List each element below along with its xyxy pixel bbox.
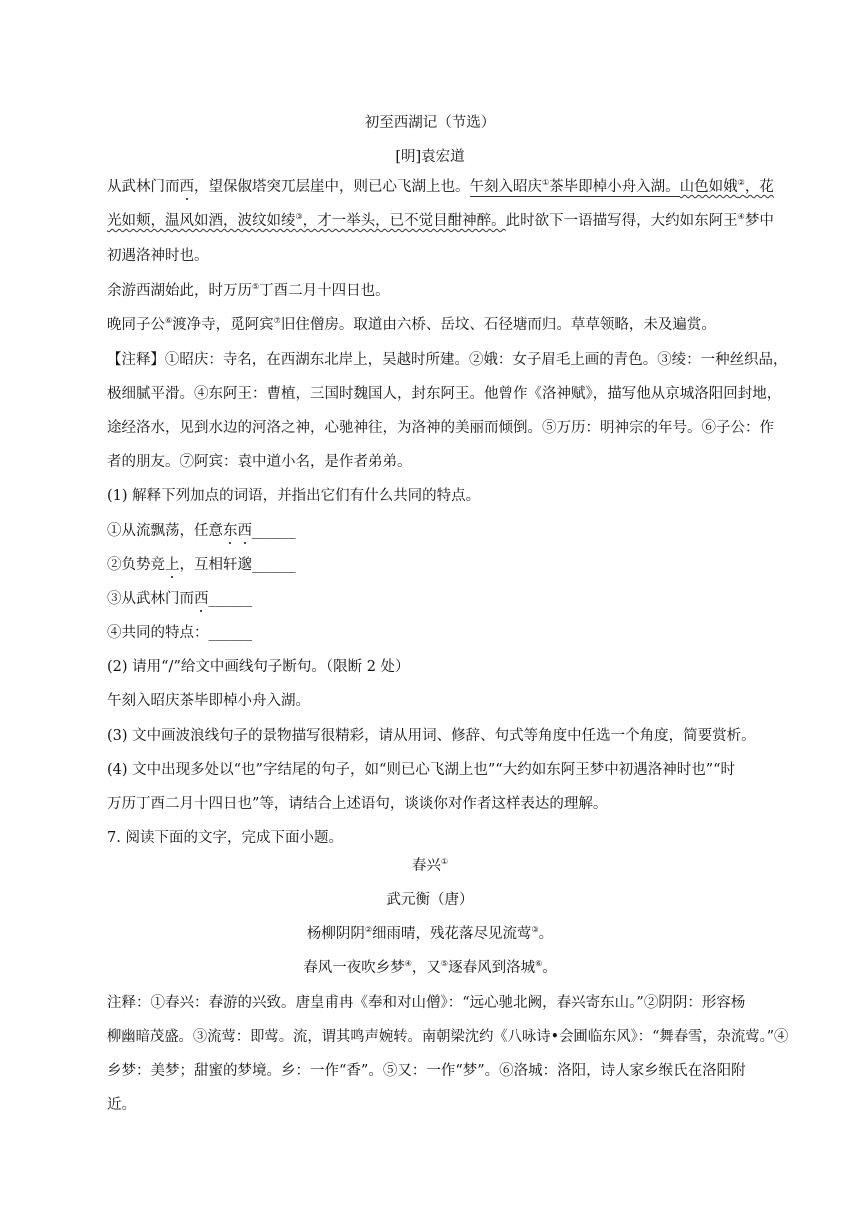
question-2-sentence: 午刻入昭庆茶毕即棹小舟入湖。 xyxy=(107,693,310,709)
passage-line xyxy=(107,177,774,197)
question-4: (4) 文中出现多处以“也”字结尾的句子，如“则已心飞湖上也”“大约如东阿王梦中初遇洛神时也”“时 xyxy=(107,762,736,778)
passage-title: 初至西湖记（节选） xyxy=(364,115,496,131)
passage-author: [明]袁宏道 xyxy=(395,149,465,165)
passage-line: 晚同子公⑥渡净寺，觅阿宾⑦旧住僧房。取道由六桥、岳坟、石径塘而归。草草领略，未及遍赏。 xyxy=(107,316,716,333)
passage-line: 余游西湖始此，时万历⑤丁酉二月十四日也。 xyxy=(107,282,390,299)
dotted-word: 西 xyxy=(179,179,194,195)
note-line: 途经洛水，见到水边的河洛之神，心驰神往，为洛神的美丽而倾倒。⑤万历：明神宗的年号。⑥子公：作 xyxy=(107,420,774,436)
note-line: 【注释】①昭庆：寺名，在西湖东北岸上，吴越时所建。②娥：女子眉毛上画的青色。③绫：一种丝织品， xyxy=(107,352,788,368)
wavy-sentence: 山色如娥②，花 xyxy=(679,178,774,195)
underlined-sentence: 午刻入昭庆①茶毕即棹小舟入湖。 xyxy=(469,178,680,195)
text: ，望保俶塔突兀层崖中，则已心飞湖上也。 xyxy=(194,179,470,195)
question-1: (1) 解释下列加点的词语，并指出它们有什么共同的特点。 xyxy=(107,488,481,504)
poem-title: 春兴① xyxy=(411,857,449,874)
question-1a: ①从流飘荡，任意东西______ xyxy=(107,523,296,539)
poem-note-line: 注释：①春兴：春游的兴致。唐皇甫冉《奉和对山僧》：“远心驰北阙，春兴寄东山。”②阴阴：形容杨 xyxy=(107,995,746,1011)
question-1c: ③从武林门而西______ xyxy=(107,591,252,607)
question-7: 7. 阅读下面的文字，完成下面小题。 xyxy=(107,830,343,846)
question-1b: ②负势竞上，互相轩邈______ xyxy=(107,557,296,573)
poem-line: 春风一夜吹乡梦④，又⑤逐春风到洛城⑥。 xyxy=(303,959,557,976)
poem-author: 武元衡（唐） xyxy=(386,892,474,908)
question-4: 万历丁酉二月十四日也”等，请结合上述语句，谈谈你对作者这样表达的理解。 xyxy=(107,796,608,812)
poem-note-line: 近。 xyxy=(107,1097,136,1113)
note-line: 极细腻平滑。④东阿王：曹植，三国时魏国人，封东阿王。他曾作《洛神赋》，描写他从京城洛阳回封地， xyxy=(107,386,782,402)
wavy-sentence: 光如颊，温风如酒，波纹如绫③，才一举头，已不觉目酣神醉。 xyxy=(107,212,506,229)
question-2: (2) 请用“/”给文中画线句子断句。（限断 2 处） xyxy=(107,659,410,675)
poem-line: 杨柳阴阴②细雨晴，残花落尽见流莺③。 xyxy=(306,925,554,942)
text: 此时欲下一语描写得，大约如东阿王 xyxy=(505,213,738,229)
text: 从武林门而 xyxy=(107,179,180,195)
text: 梦中 xyxy=(744,213,774,229)
passage-line: 初遇洛神时也。 xyxy=(107,248,209,264)
poem-note-line: 柳幽暗茂盛。③流莺：即莺。流，谓其鸣声婉转。南朝梁沈约《八咏诗•会圃临东风》：“舞春雪，杂流莺。”④ xyxy=(107,1029,789,1045)
note-line: 者的朋友。⑦阿宾：袁中道小名，是作者弟弟。 xyxy=(107,454,412,470)
question-3: (3) 文中画波浪线句子的景物描写很精彩，请从用词、修辞、句式等角度中任选一个角度，简要赏析。 xyxy=(107,728,756,744)
question-1d: ④共同的特点：______ xyxy=(107,625,252,641)
poem-note-line: 乡梦：美梦；甜蜜的梦境。乡：一作“香”。⑤又：一作“梦”。⑥洛城：洛阳，诗人家乡缑氏在洛阳附 xyxy=(107,1063,746,1079)
footnote-mark: ④ xyxy=(737,212,745,221)
passage-line xyxy=(107,211,774,231)
